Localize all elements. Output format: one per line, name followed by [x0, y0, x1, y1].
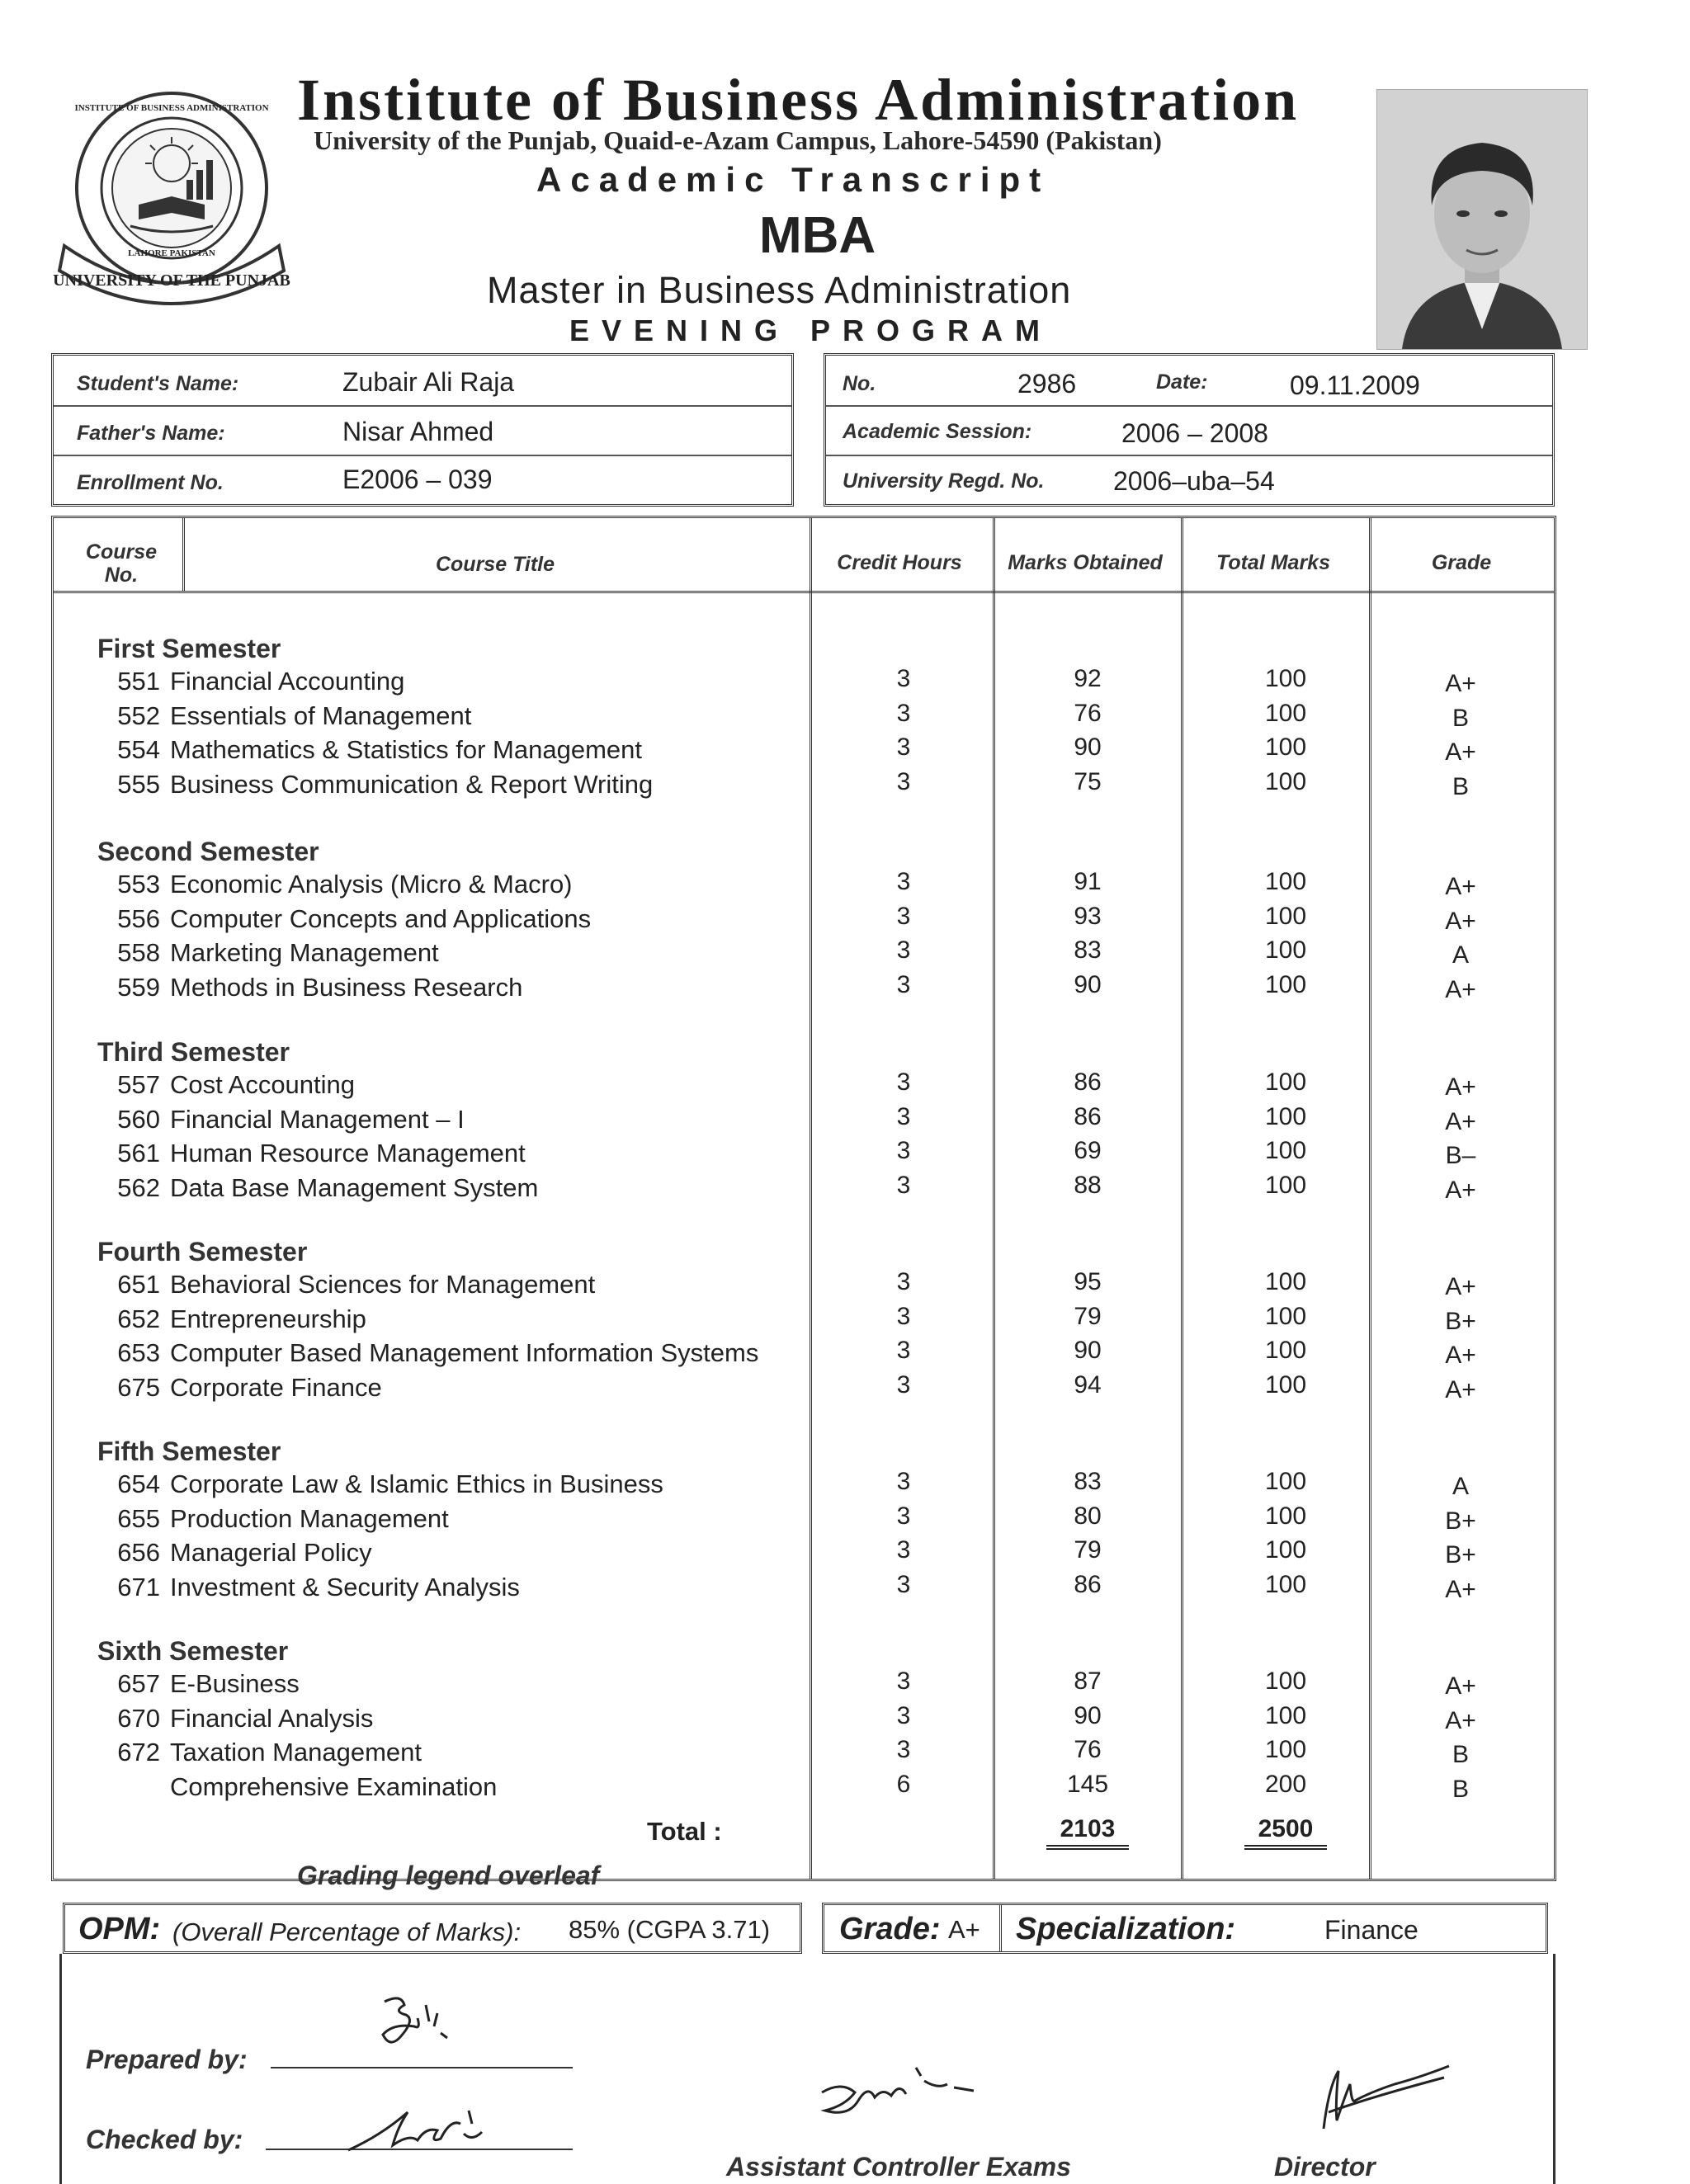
course-grade: A: [1452, 1473, 1469, 1500]
course-number: 656: [117, 1538, 160, 1567]
director-label: Director: [1274, 2152, 1376, 2182]
grading-legend-note: Grading legend overleaf: [297, 1861, 600, 1890]
course-grade: B: [1452, 704, 1469, 732]
opm-value: 85% (CGPA 3.71): [569, 1915, 771, 1944]
th-total-marks: Total Marks: [1216, 551, 1330, 574]
student-name-value: Zubair Ali Raja: [342, 367, 515, 397]
footer-right-border: [1553, 1954, 1555, 2184]
course-title: Taxation Management: [170, 1738, 422, 1767]
total-marks: 100: [1264, 1370, 1307, 1399]
course-grade: A+: [1445, 1273, 1476, 1300]
grade-specialization-box: [822, 1903, 1548, 1954]
credit-hours: 3: [896, 1337, 911, 1364]
credit-hours: 6: [896, 1770, 911, 1798]
course-number: 653: [117, 1338, 160, 1367]
total-marks: 100: [1264, 1502, 1307, 1530]
credit-hours: 3: [896, 1667, 911, 1695]
credit-hours: 3: [896, 1268, 911, 1295]
marks-obtained: 95: [1074, 1268, 1102, 1295]
prepared-by-signature: [368, 1993, 475, 2059]
marks-obtained: 145: [1066, 1770, 1109, 1798]
course-title: E-Business: [170, 1669, 300, 1698]
semester-title: First Semester: [97, 634, 281, 663]
course-grade: A+: [1445, 1176, 1476, 1204]
date-label: Date:: [1156, 370, 1208, 394]
specialization-value: Finance: [1324, 1915, 1419, 1945]
credit-hours: 3: [896, 1502, 911, 1530]
marks-obtained: 91: [1074, 868, 1102, 895]
course-title: Investment & Security Analysis: [170, 1572, 520, 1601]
course-title: Comprehensive Examination: [170, 1771, 498, 1801]
total-marks: 100: [1264, 1337, 1307, 1364]
total-marks: 100: [1264, 936, 1307, 964]
course-grade: A+: [1445, 1107, 1476, 1135]
course-title: Financial Management – I: [170, 1104, 465, 1134]
total-marks-obtained: 2103: [1046, 1815, 1129, 1850]
course-grade: A+: [1445, 1575, 1476, 1603]
course-grade: A+: [1445, 1706, 1476, 1734]
course-grade: A+: [1445, 1375, 1476, 1403]
marks-obtained: 86: [1074, 1102, 1102, 1130]
th-course-no-2: No.: [104, 564, 139, 587]
student-name-row: [54, 356, 791, 407]
degree-full: Master in Business Administration: [487, 269, 1072, 311]
father-name-value: Nisar Ahmed: [342, 417, 494, 446]
seal-top-text: INSTITUTE OF BUSINESS ADMINISTRATION: [74, 103, 269, 113]
total-marks: 100: [1264, 1736, 1307, 1763]
course-grade: A+: [1445, 738, 1476, 766]
marks-obtained: 86: [1074, 1068, 1102, 1096]
th-course-title: Course Title: [435, 553, 555, 576]
course-grade: A+: [1445, 873, 1476, 900]
degree-short: MBA: [759, 207, 876, 264]
total-marks: 100: [1264, 699, 1307, 727]
regd-value: 2006–uba–54: [1113, 466, 1275, 496]
course-number: 555: [117, 769, 160, 799]
credit-hours: 3: [896, 902, 911, 930]
credit-hours: 3: [896, 1102, 911, 1130]
seal-inner-text: LAHORE PAKISTAN: [128, 248, 215, 258]
course-number: 562: [117, 1172, 160, 1202]
course-grade: B+: [1445, 1541, 1476, 1568]
marks-obtained: 90: [1074, 734, 1102, 761]
regd-row: [826, 456, 1552, 504]
total-marks: 100: [1264, 1701, 1307, 1729]
total-marks: 100: [1264, 1268, 1307, 1295]
marks-obtained: 92: [1074, 665, 1102, 692]
course-title: Financial Accounting: [170, 667, 405, 696]
col-divider-marks: [993, 518, 995, 1879]
col-divider-total: [1181, 518, 1183, 1879]
marks-obtained: 90: [1074, 970, 1102, 998]
regd-label: University Regd. No.: [843, 469, 1045, 493]
course-title: Managerial Policy: [170, 1538, 372, 1567]
total-marks: 100: [1264, 1068, 1307, 1096]
marks-obtained: 83: [1074, 1468, 1102, 1495]
credit-hours: 3: [896, 1570, 911, 1598]
marks-obtained: 88: [1074, 1171, 1102, 1199]
student-info-box: [51, 353, 794, 507]
course-title: Mathematics & Statistics for Management: [170, 735, 643, 764]
course-grade: B: [1452, 1775, 1469, 1803]
credit-hours: 3: [896, 1137, 911, 1164]
marks-obtained: 76: [1074, 699, 1102, 727]
course-title: Essentials of Management: [170, 700, 472, 730]
asst-controller-label: Assistant Controller Exams: [726, 2152, 1071, 2182]
course-number: 552: [117, 700, 160, 730]
th-course-no-1: Course: [85, 540, 158, 564]
total-marks: 100: [1264, 1137, 1307, 1164]
course-title: Data Base Management System: [170, 1172, 539, 1202]
course-title: Financial Analysis: [170, 1703, 374, 1733]
enrollment-label: Enrollment No.: [77, 471, 224, 494]
semester-title: Fifth Semester: [97, 1436, 281, 1466]
course-title: Entrepreneurship: [170, 1304, 366, 1333]
th-marks-obtained: Marks Obtained: [1008, 551, 1163, 574]
checked-by-signature: [340, 2094, 505, 2160]
student-photo: [1376, 89, 1588, 350]
col-divider-credit: [810, 518, 812, 1879]
credit-hours: 3: [896, 734, 911, 761]
grade-box-divider: [999, 1905, 1002, 1951]
marks-obtained: 90: [1074, 1337, 1102, 1364]
program-name: EVENING PROGRAM: [569, 314, 1053, 347]
credit-hours: 3: [896, 1701, 911, 1729]
opm-label: OPM:: [78, 1912, 161, 1946]
course-number: 558: [117, 938, 160, 967]
course-grade: A+: [1445, 1342, 1476, 1369]
marks-obtained: 83: [1074, 936, 1102, 964]
course-title: Behavioral Sciences for Management: [170, 1270, 596, 1299]
enrollment-value: E2006 – 039: [342, 465, 493, 494]
session-row: [826, 407, 1552, 456]
marks-obtained: 94: [1074, 1370, 1102, 1399]
grade-value: A+: [948, 1915, 980, 1944]
credit-hours: 3: [896, 1536, 911, 1564]
course-number: 557: [117, 1070, 160, 1099]
course-title: Economic Analysis (Micro & Macro): [170, 870, 573, 899]
credit-hours: 3: [896, 665, 911, 692]
course-number: 556: [117, 903, 160, 933]
marks-obtained: 79: [1074, 1536, 1102, 1564]
director-signature: [1296, 2054, 1477, 2145]
course-number: 655: [117, 1503, 160, 1533]
father-name-label: Father's Name:: [77, 422, 225, 445]
marks-obtained: 86: [1074, 1570, 1102, 1598]
university-address: University of the Punjab, Quaid-e-Azam Campus, Lahore-54590 (Pakistan): [314, 125, 1162, 155]
prepared-by-label: Prepared by:: [86, 2045, 248, 2074]
th-credit-hours: Credit Hours: [837, 551, 962, 574]
course-title: Cost Accounting: [170, 1070, 356, 1099]
course-grade: A+: [1445, 907, 1476, 935]
opm-description: (Overall Percentage of Marks):: [172, 1917, 522, 1946]
semester-title: Second Semester: [97, 837, 319, 866]
course-title: Computer Based Management Information Systems: [170, 1338, 759, 1367]
credit-hours: 3: [896, 970, 911, 998]
course-title: Methods in Business Research: [170, 972, 523, 1002]
course-title: Business Communication & Report Writing: [170, 769, 654, 799]
course-title: Corporate Finance: [170, 1372, 382, 1402]
marks-obtained: 93: [1074, 902, 1102, 930]
total-marks: 100: [1264, 1102, 1307, 1130]
total-marks: 100: [1264, 1302, 1307, 1330]
course-number: 554: [117, 735, 160, 764]
semester-title: Third Semester: [97, 1037, 290, 1067]
course-number: 560: [117, 1104, 160, 1134]
course-number: 670: [117, 1703, 160, 1733]
course-title: Production Management: [170, 1503, 449, 1533]
course-grade: B+: [1445, 1307, 1476, 1335]
marks-obtained: 90: [1074, 1701, 1102, 1729]
student-name-label: Student's Name:: [77, 372, 239, 395]
marks-obtained: 87: [1074, 1667, 1102, 1695]
marks-obtained: 80: [1074, 1502, 1102, 1530]
footer-left-border: [59, 1954, 62, 2184]
total-marks: 100: [1264, 868, 1307, 895]
grade-label: Grade:: [839, 1912, 941, 1946]
course-grade: A+: [1445, 975, 1476, 1003]
specialization-label: Specialization:: [1016, 1912, 1236, 1946]
document-title: Academic Transcript: [536, 160, 1050, 199]
marks-obtained: 76: [1074, 1736, 1102, 1763]
total-marks: 200: [1264, 1770, 1307, 1798]
record-no-label: No.: [843, 372, 876, 395]
credit-hours: 3: [896, 936, 911, 964]
course-title: Computer Concepts and Applications: [170, 903, 592, 933]
course-grade: B: [1452, 1741, 1469, 1768]
marks-obtained: 79: [1074, 1302, 1102, 1330]
record-no-row: [826, 356, 1552, 407]
course-title: Marketing Management: [170, 938, 439, 967]
checked-by-label: Checked by:: [86, 2125, 243, 2154]
credit-hours: 3: [896, 1468, 911, 1495]
record-no-value: 2986: [1017, 369, 1077, 399]
record-info-box: [824, 353, 1555, 507]
total-label: Total :: [647, 1817, 722, 1846]
course-number: 652: [117, 1304, 160, 1333]
course-grade: B+: [1445, 1507, 1476, 1535]
course-grade: A+: [1445, 1073, 1476, 1101]
course-grade: A+: [1445, 1672, 1476, 1700]
father-name-row: [54, 407, 791, 456]
semester-title: Fourth Semester: [97, 1237, 308, 1267]
total-marks: 100: [1264, 1536, 1307, 1564]
date-value: 09.11.2009: [1290, 370, 1420, 400]
enrollment-row: [54, 456, 791, 504]
course-grade: B–: [1445, 1142, 1476, 1169]
university-seal: [48, 73, 295, 320]
course-grade: A+: [1445, 670, 1476, 697]
course-number: 671: [117, 1572, 160, 1601]
session-label: Academic Session:: [843, 420, 1032, 443]
marks-obtained: 69: [1074, 1137, 1102, 1164]
session-value: 2006 – 2008: [1121, 418, 1268, 448]
course-title: Human Resource Management: [170, 1139, 526, 1167]
total-marks: 100: [1264, 1570, 1307, 1598]
credit-hours: 3: [896, 1068, 911, 1096]
credit-hours: 3: [896, 1736, 911, 1763]
total-marks: 100: [1264, 665, 1307, 692]
credit-hours: 3: [896, 699, 911, 727]
total-marks-value: 2500: [1244, 1815, 1327, 1850]
course-number: 559: [117, 972, 160, 1002]
credit-hours: 3: [896, 767, 911, 795]
th-grade: Grade: [1431, 551, 1492, 574]
total-marks: 100: [1264, 902, 1307, 930]
seal-ribbon-text: UNIVERSITY OF THE PUNJAB: [53, 271, 290, 290]
credit-hours: 3: [896, 1370, 911, 1399]
total-marks: 100: [1264, 767, 1307, 795]
semester-title: Sixth Semester: [97, 1636, 289, 1666]
course-grade: A: [1452, 941, 1469, 969]
total-marks: 100: [1264, 1468, 1307, 1495]
credit-hours: 3: [896, 1302, 911, 1330]
course-number: 553: [117, 870, 160, 899]
course-number: 672: [117, 1738, 160, 1767]
course-number: 654: [117, 1469, 160, 1498]
total-marks: 100: [1264, 1667, 1307, 1695]
credit-hours: 3: [896, 1171, 911, 1199]
total-marks: 100: [1264, 970, 1307, 998]
course-grade: B: [1452, 772, 1469, 800]
course-title: Corporate Law & Islamic Ethics in Business: [170, 1469, 663, 1498]
course-number: 675: [117, 1372, 160, 1402]
total-marks: 100: [1264, 1171, 1307, 1199]
header-divider: [54, 591, 1554, 593]
institute-title: Institute of Business Administration: [297, 67, 1300, 133]
prepared-by-line: [271, 2067, 573, 2068]
course-number: 657: [117, 1669, 160, 1698]
col-divider-grade: [1369, 518, 1371, 1879]
course-number: 561: [117, 1139, 160, 1167]
course-number: 551: [117, 667, 160, 696]
marks-obtained: 75: [1074, 767, 1102, 795]
asst-controller-signature: [809, 2051, 1023, 2150]
total-marks: 100: [1264, 734, 1307, 761]
opm-box: [63, 1903, 802, 1954]
course-number: 651: [117, 1270, 160, 1299]
credit-hours: 3: [896, 868, 911, 895]
